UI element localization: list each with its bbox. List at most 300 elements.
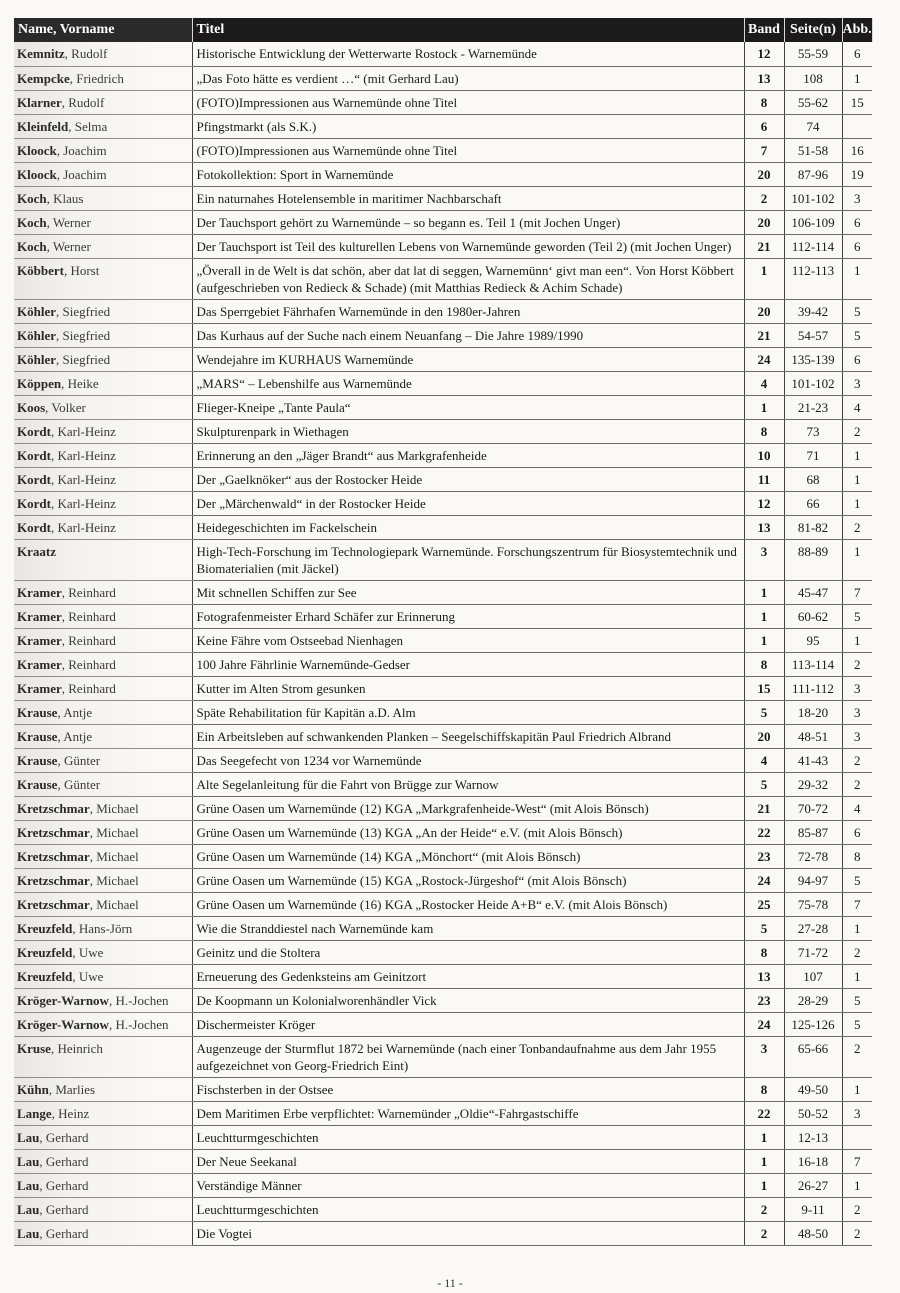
abb-cell: 8 xyxy=(842,844,872,868)
band-cell: 1 xyxy=(744,258,784,299)
abb-cell: 1 xyxy=(842,1173,872,1197)
abb-cell: 2 xyxy=(842,652,872,676)
band-cell: 1 xyxy=(744,580,784,604)
table-row xyxy=(14,515,872,539)
band-cell: 1 xyxy=(744,1173,784,1197)
pages-cell: 48-50 xyxy=(784,1221,842,1245)
abb-cell: 1 xyxy=(842,539,872,580)
table-row xyxy=(14,138,872,162)
author-name-cell xyxy=(14,700,192,724)
title-cell: Keine Fähre vom Ostseebad Nienhagen xyxy=(192,628,744,652)
title-cell: (FOTO)Impressionen aus Warnemünde ohne Titel xyxy=(192,90,744,114)
author-name-cell xyxy=(14,1149,192,1173)
author-surname: Köbbert xyxy=(17,262,64,278)
band-cell: 5 xyxy=(744,772,784,796)
band-cell: 24 xyxy=(744,868,784,892)
author-name-cell xyxy=(14,162,192,186)
author-surname: Kordt xyxy=(17,471,51,487)
title-cell: Grüne Oasen um Warnemünde (16) KGA „Rostocker Heide A+B“ e.V. (mit Alois Bönsch) xyxy=(192,892,744,916)
band-cell: 1 xyxy=(744,628,784,652)
abb-cell: 15 xyxy=(842,90,872,114)
abb-cell: 1 xyxy=(842,964,872,988)
table-row xyxy=(14,676,872,700)
table-row xyxy=(14,724,872,748)
pages-cell: 41-43 xyxy=(784,748,842,772)
pages-cell: 68 xyxy=(784,467,842,491)
title-cell: Grüne Oasen um Warnemünde (15) KGA „Rostock-Jürgeshof“ (mit Alois Bönsch) xyxy=(192,868,744,892)
pages-cell: 125-126 xyxy=(784,1012,842,1036)
abb-cell: 2 xyxy=(842,748,872,772)
band-cell: 24 xyxy=(744,347,784,371)
band-cell: 5 xyxy=(744,700,784,724)
author-surname: Krause xyxy=(17,704,58,720)
pages-cell: 55-59 xyxy=(784,42,842,66)
pages-cell: 95 xyxy=(784,628,842,652)
author-name-cell xyxy=(14,234,192,258)
author-surname: Kleinfeld xyxy=(17,118,69,134)
author-name-cell xyxy=(14,347,192,371)
pages-cell: 39-42 xyxy=(784,299,842,323)
author-given-name: , Joachim xyxy=(56,166,107,182)
abb-cell xyxy=(842,1125,872,1149)
title-cell: Verständige Männer xyxy=(192,1173,744,1197)
band-cell: 4 xyxy=(744,371,784,395)
author-given-name: , Gerhard xyxy=(39,1153,89,1169)
author-given-name: , Antje xyxy=(57,728,93,744)
author-name-cell xyxy=(14,676,192,700)
author-surname: Kramer xyxy=(17,608,62,624)
author-given-name: , Reinhard xyxy=(61,680,116,696)
author-name-cell xyxy=(14,114,192,138)
abb-cell: 16 xyxy=(842,138,872,162)
abb-cell: 6 xyxy=(842,210,872,234)
pages-cell: 88-89 xyxy=(784,539,842,580)
author-name-cell xyxy=(14,1197,192,1221)
author-name-cell xyxy=(14,580,192,604)
author-name-cell xyxy=(14,515,192,539)
table-row xyxy=(14,1221,872,1245)
abb-cell: 1 xyxy=(842,443,872,467)
pages-cell: 85-87 xyxy=(784,820,842,844)
table-header xyxy=(14,18,872,42)
title-cell: Ein Arbeitsleben auf schwankenden Planken – Seegelschiffskapitän Paul Friedrich Albrand xyxy=(192,724,744,748)
pages-cell: 73 xyxy=(784,419,842,443)
abb-cell: 4 xyxy=(842,395,872,419)
author-given-name: , Michael xyxy=(89,848,139,864)
band-cell: 8 xyxy=(744,940,784,964)
abb-cell: 2 xyxy=(842,1221,872,1245)
title-cell: Grüne Oasen um Warnemünde (12) KGA „Markgrafenheide-West“ (mit Alois Bönsch) xyxy=(192,796,744,820)
author-name-cell xyxy=(14,210,192,234)
author-given-name: , Karl-Heinz xyxy=(50,423,116,439)
header-name: Name, Vorname xyxy=(14,18,192,42)
author-name-cell xyxy=(14,748,192,772)
title-cell: Das Seegefecht von 1234 vor Warnemünde xyxy=(192,748,744,772)
band-cell: 8 xyxy=(744,652,784,676)
pages-cell: 55-62 xyxy=(784,90,842,114)
title-cell: Der „Märchenwald“ in der Rostocker Heide xyxy=(192,491,744,515)
author-surname: Klarner xyxy=(17,94,62,110)
abb-cell: 19 xyxy=(842,162,872,186)
title-cell: Späte Rehabilitation für Kapitän a.D. Alm xyxy=(192,700,744,724)
abb-cell: 3 xyxy=(842,186,872,210)
title-cell: De Koopmann un Kolonialworenhändler Vick xyxy=(192,988,744,1012)
table-row xyxy=(14,652,872,676)
author-name-cell xyxy=(14,844,192,868)
pages-cell: 18-20 xyxy=(784,700,842,724)
table-row xyxy=(14,66,872,90)
author-name-cell xyxy=(14,820,192,844)
table-row xyxy=(14,1101,872,1125)
author-given-name: , Friedrich xyxy=(69,70,124,86)
author-given-name: , Rudolf xyxy=(64,46,108,61)
author-name-cell xyxy=(14,395,192,419)
table-row xyxy=(14,491,872,515)
author-name-cell xyxy=(14,258,192,299)
abb-cell: 3 xyxy=(842,724,872,748)
author-name-cell xyxy=(14,916,192,940)
pages-cell: 49-50 xyxy=(784,1077,842,1101)
author-surname: Köhler xyxy=(17,303,56,319)
pages-cell: 54-57 xyxy=(784,323,842,347)
abb-cell: 5 xyxy=(842,604,872,628)
abb-cell: 2 xyxy=(842,419,872,443)
author-given-name: , Siegfried xyxy=(56,351,111,367)
pages-cell: 51-58 xyxy=(784,138,842,162)
band-cell: 2 xyxy=(744,1221,784,1245)
abb-cell xyxy=(842,114,872,138)
table-row xyxy=(14,419,872,443)
author-given-name: , Günter xyxy=(57,752,101,768)
author-given-name: , Antje xyxy=(57,704,93,720)
band-cell: 20 xyxy=(744,299,784,323)
author-name-cell xyxy=(14,1173,192,1197)
author-name-cell xyxy=(14,419,192,443)
header-band: Band xyxy=(744,18,784,42)
pages-cell: 107 xyxy=(784,964,842,988)
table-row xyxy=(14,114,872,138)
band-cell: 15 xyxy=(744,676,784,700)
pages-cell: 113-114 xyxy=(784,652,842,676)
author-surname: Krause xyxy=(17,728,58,744)
table-row xyxy=(14,700,872,724)
author-given-name: , Uwe xyxy=(72,944,104,960)
title-cell: 100 Jahre Fährlinie Warnemünde-Gedser xyxy=(192,652,744,676)
author-surname: Kruse xyxy=(17,1040,51,1056)
table-row xyxy=(14,604,872,628)
band-cell: 7 xyxy=(744,138,784,162)
author-given-name: , Gerhard xyxy=(39,1201,89,1217)
title-cell: Der Tauchsport ist Teil des kulturellen Lebens von Warnemünde geworden (Teil 2) (mit Jochen Unger) xyxy=(192,234,744,258)
author-surname: Kempcke xyxy=(17,70,70,86)
author-given-name: , Michael xyxy=(89,872,139,888)
pages-cell: 29-32 xyxy=(784,772,842,796)
table-row xyxy=(14,1012,872,1036)
table-row xyxy=(14,1036,872,1077)
title-cell: Augenzeuge der Sturmflut 1872 bei Warnemünde (nach einer Tonbandaufnahme aus dem Jahr 1955 aufgezeichnet von Georg-Friedrich Eint) xyxy=(192,1036,744,1077)
author-given-name: , Werner xyxy=(46,214,91,230)
pages-cell: 60-62 xyxy=(784,604,842,628)
band-cell: 21 xyxy=(744,323,784,347)
author-name-cell xyxy=(14,796,192,820)
band-cell: 12 xyxy=(744,42,784,66)
band-cell: 11 xyxy=(744,467,784,491)
author-name-cell xyxy=(14,491,192,515)
author-surname: Kloock xyxy=(17,142,57,158)
band-cell: 8 xyxy=(744,419,784,443)
author-given-name: , Günter xyxy=(57,776,101,792)
table-row xyxy=(14,892,872,916)
band-cell: 4 xyxy=(744,748,784,772)
author-surname: Kraatz xyxy=(17,543,56,559)
table-row xyxy=(14,1149,872,1173)
title-cell: Kutter im Alten Strom gesunken xyxy=(192,676,744,700)
band-cell: 21 xyxy=(744,796,784,820)
abb-cell: 5 xyxy=(842,1012,872,1036)
table-row xyxy=(14,186,872,210)
author-name-cell xyxy=(14,604,192,628)
abb-cell: 7 xyxy=(842,1149,872,1173)
pages-cell: 111-112 xyxy=(784,676,842,700)
table-row xyxy=(14,539,872,580)
band-cell: 13 xyxy=(744,66,784,90)
band-cell: 1 xyxy=(744,1125,784,1149)
page-number: - 11 - xyxy=(437,1276,463,1290)
pages-cell: 70-72 xyxy=(784,796,842,820)
author-given-name: , Gerhard xyxy=(39,1225,89,1241)
author-given-name: , H.-Jochen xyxy=(108,1016,169,1032)
band-cell: 6 xyxy=(744,114,784,138)
abb-cell: 6 xyxy=(842,820,872,844)
pages-cell: 45-47 xyxy=(784,580,842,604)
author-name-cell xyxy=(14,628,192,652)
title-cell: Pfingstmarkt (als S.K.) xyxy=(192,114,744,138)
author-surname: Koch xyxy=(17,238,47,254)
table-row xyxy=(14,964,872,988)
abb-cell: 3 xyxy=(842,1101,872,1125)
abb-cell: 2 xyxy=(842,515,872,539)
pages-cell: 71 xyxy=(784,443,842,467)
author-name-cell xyxy=(14,724,192,748)
author-given-name: , Michael xyxy=(89,896,139,912)
author-given-name: , Klaus xyxy=(46,190,84,206)
author-given-name: , Rudolf xyxy=(61,94,105,110)
author-name-cell xyxy=(14,299,192,323)
table-row xyxy=(14,347,872,371)
title-cell: Historische Entwicklung der Wetterwarte Rostock - Warnemünde xyxy=(192,42,744,66)
author-given-name: , Heike xyxy=(61,375,99,391)
author-surname: Koch xyxy=(17,190,47,206)
author-surname: Lau xyxy=(17,1153,40,1169)
table-row xyxy=(14,162,872,186)
pages-cell: 26-27 xyxy=(784,1173,842,1197)
title-cell: Ein naturnahes Hotelensemble in maritimer Nachbarschaft xyxy=(192,186,744,210)
table-row xyxy=(14,796,872,820)
author-given-name: , Karl-Heinz xyxy=(50,495,116,511)
author-given-name: , Gerhard xyxy=(39,1177,89,1193)
author-surname: Kretzschmar xyxy=(17,872,90,888)
author-given-name: , Heinrich xyxy=(50,1040,103,1056)
title-cell: Der „Gaelknöker“ aus der Rostocker Heide xyxy=(192,467,744,491)
title-cell: Der Neue Seekanal xyxy=(192,1149,744,1173)
band-cell: 21 xyxy=(744,234,784,258)
author-surname: Koch xyxy=(17,214,47,230)
band-cell: 2 xyxy=(744,1197,784,1221)
author-surname: Köhler xyxy=(17,351,56,367)
author-given-name: , Karl-Heinz xyxy=(50,447,116,463)
title-cell: Das Kurhaus auf der Suche nach einem Neuanfang – Die Jahre 1989/1990 xyxy=(192,323,744,347)
abb-cell: 4 xyxy=(842,796,872,820)
title-cell: Leuchtturmgeschichten xyxy=(192,1197,744,1221)
pages-cell: 108 xyxy=(784,66,842,90)
table-row xyxy=(14,988,872,1012)
title-cell: Skulpturenpark in Wiethagen xyxy=(192,419,744,443)
table-row xyxy=(14,42,872,66)
abb-cell: 3 xyxy=(842,371,872,395)
table-body xyxy=(14,42,872,1245)
band-cell: 13 xyxy=(744,964,784,988)
title-cell: Der Tauchsport gehört zu Warnemünde – so begann es. Teil 1 (mit Jochen Unger) xyxy=(192,210,744,234)
author-given-name: , H.-Jochen xyxy=(108,992,169,1008)
title-cell: „MARS“ – Lebenshilfe aus Warnemünde xyxy=(192,371,744,395)
abb-cell: 5 xyxy=(842,323,872,347)
author-surname: Kreuzfeld xyxy=(17,968,73,984)
pages-cell: 9-11 xyxy=(784,1197,842,1221)
title-cell: Fischsterben in der Ostsee xyxy=(192,1077,744,1101)
table-row xyxy=(14,1173,872,1197)
band-cell: 2 xyxy=(744,186,784,210)
header-title: Titel xyxy=(192,18,744,42)
title-cell: Erinnerung an den „Jäger Brandt“ aus Markgrafenheide xyxy=(192,443,744,467)
author-surname: Kramer xyxy=(17,680,62,696)
band-cell: 10 xyxy=(744,443,784,467)
author-given-name: , Siegfried xyxy=(56,327,111,343)
author-name-cell xyxy=(14,443,192,467)
author-name-cell xyxy=(14,868,192,892)
abb-cell: 3 xyxy=(842,700,872,724)
author-given-name: , Michael xyxy=(89,824,139,840)
author-given-name: , Uwe xyxy=(72,968,104,984)
title-cell: Fotografenmeister Erhard Schäfer zur Erinnerung xyxy=(192,604,744,628)
title-cell: Grüne Oasen um Warnemünde (13) KGA „An der Heide“ e.V. (mit Alois Bönsch) xyxy=(192,820,744,844)
author-surname: Kramer xyxy=(17,656,62,672)
pages-cell: 50-52 xyxy=(784,1101,842,1125)
pages-cell: 106-109 xyxy=(784,210,842,234)
band-cell: 1 xyxy=(744,604,784,628)
author-given-name: , Reinhard xyxy=(61,632,116,648)
table-row xyxy=(14,299,872,323)
author-surname: Kröger-Warnow xyxy=(17,1016,109,1032)
author-surname: Kretzschmar xyxy=(17,824,90,840)
abb-cell: 3 xyxy=(842,676,872,700)
table-row xyxy=(14,467,872,491)
author-surname: Lau xyxy=(17,1201,40,1217)
band-cell: 23 xyxy=(744,988,784,1012)
table-row xyxy=(14,90,872,114)
author-name-cell xyxy=(14,1221,192,1245)
author-surname: Kretzschmar xyxy=(17,800,90,816)
abb-cell: 7 xyxy=(842,580,872,604)
table-row xyxy=(14,844,872,868)
pages-cell: 135-139 xyxy=(784,347,842,371)
pages-cell: 101-102 xyxy=(784,186,842,210)
title-cell: „Överall in de Welt is dat schön, aber dat lat di seggen, Warnemünn‘ givt man een“. Von Horst Köbbert (aufgeschrieben von Rediеck & Schade) (mit Matthias Redieck & Achim Schade) xyxy=(192,258,744,299)
table-row xyxy=(14,323,872,347)
author-name-cell xyxy=(14,1012,192,1036)
header-seite: Seite(n) xyxy=(784,18,842,42)
band-cell: 3 xyxy=(744,539,784,580)
abb-cell: 1 xyxy=(842,628,872,652)
author-name-cell xyxy=(14,42,192,66)
author-name-cell xyxy=(14,66,192,90)
author-surname: Kordt xyxy=(17,495,51,511)
title-cell: Leuchtturmgeschichten xyxy=(192,1125,744,1149)
author-surname: Kloock xyxy=(17,166,57,182)
author-name-cell xyxy=(14,940,192,964)
author-given-name: , Joachim xyxy=(56,142,107,158)
author-given-name: , Karl-Heinz xyxy=(50,471,116,487)
table-row xyxy=(14,395,872,419)
author-surname: Kretzschmar xyxy=(17,848,90,864)
author-given-name: , Werner xyxy=(46,238,91,254)
table-row xyxy=(14,820,872,844)
abb-cell: 1 xyxy=(842,258,872,299)
author-name-cell xyxy=(14,988,192,1012)
table-row xyxy=(14,868,872,892)
title-cell: Wendejahre im KURHAUS Warnemünde xyxy=(192,347,744,371)
title-cell: High-Tech-Forschung im Technologiepark Warnemünde. Forschungszentrum für Biosystemtechnik und Biomaterialien (mit Jäckel) xyxy=(192,539,744,580)
author-surname: Lau xyxy=(17,1129,40,1145)
pages-cell: 112-114 xyxy=(784,234,842,258)
pages-cell: 12-13 xyxy=(784,1125,842,1149)
band-cell: 22 xyxy=(744,820,784,844)
title-cell: Mit schnellen Schiffen zur See xyxy=(192,580,744,604)
author-surname: Lau xyxy=(17,1225,40,1241)
pages-cell: 72-78 xyxy=(784,844,842,868)
index-page xyxy=(14,18,872,1246)
author-surname: Kemnitz xyxy=(17,46,65,61)
author-surname: Kretzschmar xyxy=(17,896,90,912)
band-cell: 12 xyxy=(744,491,784,515)
band-cell: 23 xyxy=(744,844,784,868)
author-surname: Köppen xyxy=(17,375,62,391)
table-row xyxy=(14,1125,872,1149)
pages-cell: 65-66 xyxy=(784,1036,842,1077)
author-name-cell xyxy=(14,1125,192,1149)
title-cell: Flieger-Kneipe „Tante Paula“ xyxy=(192,395,744,419)
title-cell: Fotokollektion: Sport in Warnemünde xyxy=(192,162,744,186)
pages-cell: 87-96 xyxy=(784,162,842,186)
author-surname: Kramer xyxy=(17,632,62,648)
abb-cell: 5 xyxy=(842,868,872,892)
author-surname: Kordt xyxy=(17,519,51,535)
author-surname: Kühn xyxy=(17,1081,49,1097)
band-cell: 25 xyxy=(744,892,784,916)
abb-cell: 2 xyxy=(842,1036,872,1077)
abb-cell: 1 xyxy=(842,491,872,515)
band-cell: 20 xyxy=(744,210,784,234)
abb-cell: 1 xyxy=(842,916,872,940)
table-row xyxy=(14,772,872,796)
band-cell: 20 xyxy=(744,724,784,748)
title-cell: Heidegeschichten im Fackelschein xyxy=(192,515,744,539)
author-surname: Kordt xyxy=(17,447,51,463)
title-cell: Dem Maritimen Erbe verpflichtet: Warnemünder „Oldie“-Fahrgastschiffe xyxy=(192,1101,744,1125)
author-given-name: , Volker xyxy=(45,399,86,415)
abb-cell: 6 xyxy=(842,234,872,258)
author-name-cell xyxy=(14,371,192,395)
author-name-cell xyxy=(14,467,192,491)
